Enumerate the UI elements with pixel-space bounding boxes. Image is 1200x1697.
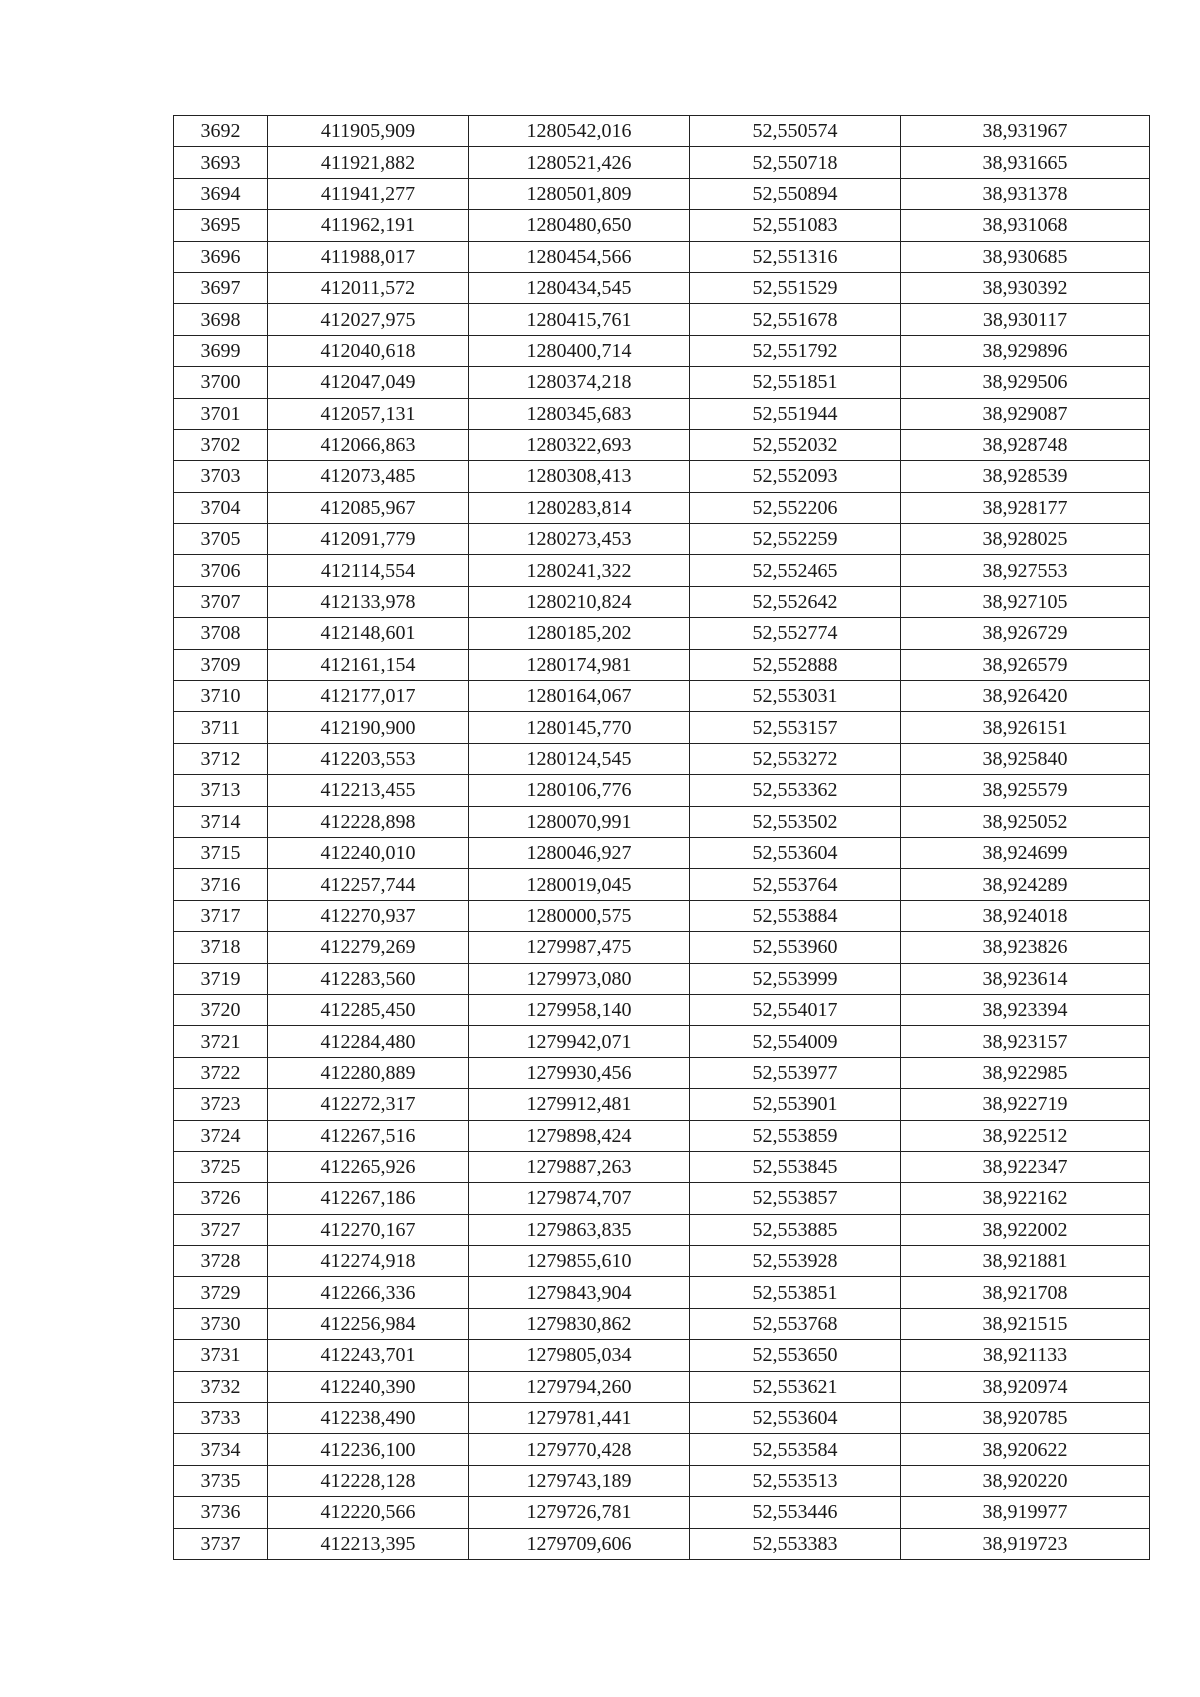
point-number-cell: 3698 [174, 304, 268, 335]
latitude-cell: 52,551316 [690, 241, 901, 272]
table-row [174, 1246, 1150, 1277]
table-row [174, 1528, 1150, 1559]
latitude-cell: 52,550894 [690, 178, 901, 209]
x-coordinate-cell: 412272,317 [268, 1089, 469, 1120]
latitude-cell: 52,551851 [690, 367, 901, 398]
table-row [174, 1151, 1150, 1182]
y-coordinate-cell: 1279973,080 [469, 963, 690, 994]
x-coordinate-cell: 411921,882 [268, 147, 469, 178]
latitude-cell: 52,553272 [690, 743, 901, 774]
y-coordinate-cell: 1280174,981 [469, 649, 690, 680]
x-coordinate-cell: 412161,154 [268, 649, 469, 680]
x-coordinate-cell: 411941,277 [268, 178, 469, 209]
point-number-cell: 3732 [174, 1371, 268, 1402]
longitude-cell: 38,928539 [901, 461, 1150, 492]
x-coordinate-cell: 412274,918 [268, 1246, 469, 1277]
y-coordinate-cell: 1279874,707 [469, 1183, 690, 1214]
x-coordinate-cell: 412091,779 [268, 524, 469, 555]
longitude-cell: 38,924289 [901, 869, 1150, 900]
latitude-cell: 52,553768 [690, 1308, 901, 1339]
point-number-cell: 3694 [174, 178, 268, 209]
longitude-cell: 38,929896 [901, 335, 1150, 366]
latitude-cell: 52,552642 [690, 586, 901, 617]
table-row [174, 1026, 1150, 1057]
latitude-cell: 52,552465 [690, 555, 901, 586]
x-coordinate-cell: 412279,269 [268, 932, 469, 963]
longitude-cell: 38,928177 [901, 492, 1150, 523]
y-coordinate-cell: 1279930,456 [469, 1057, 690, 1088]
y-coordinate-cell: 1279843,904 [469, 1277, 690, 1308]
y-coordinate-cell: 1280210,824 [469, 586, 690, 617]
y-coordinate-cell: 1279855,610 [469, 1246, 690, 1277]
x-coordinate-cell: 412285,450 [268, 994, 469, 1025]
longitude-cell: 38,922512 [901, 1120, 1150, 1151]
point-number-cell: 3716 [174, 869, 268, 900]
longitude-cell: 38,921133 [901, 1340, 1150, 1371]
point-number-cell: 3706 [174, 555, 268, 586]
point-number-cell: 3704 [174, 492, 268, 523]
table-row [174, 555, 1150, 586]
y-coordinate-cell: 1280501,809 [469, 178, 690, 209]
latitude-cell: 52,551944 [690, 398, 901, 429]
longitude-cell: 38,920622 [901, 1434, 1150, 1465]
longitude-cell: 38,926729 [901, 618, 1150, 649]
table-row [174, 1089, 1150, 1120]
y-coordinate-cell: 1280345,683 [469, 398, 690, 429]
x-coordinate-cell: 412011,572 [268, 272, 469, 303]
latitude-cell: 52,553960 [690, 932, 901, 963]
point-number-cell: 3700 [174, 367, 268, 398]
table-row [174, 116, 1150, 147]
x-coordinate-cell: 411905,909 [268, 116, 469, 147]
latitude-cell: 52,553845 [690, 1151, 901, 1182]
x-coordinate-cell: 412177,017 [268, 681, 469, 712]
latitude-cell: 52,553764 [690, 869, 901, 900]
table-row [174, 1120, 1150, 1151]
point-number-cell: 3715 [174, 837, 268, 868]
y-coordinate-cell: 1280308,413 [469, 461, 690, 492]
longitude-cell: 38,920974 [901, 1371, 1150, 1402]
longitude-cell: 38,930392 [901, 272, 1150, 303]
table-row [174, 900, 1150, 931]
x-coordinate-cell: 412228,898 [268, 806, 469, 837]
coordinates-table [173, 115, 1150, 1560]
point-number-cell: 3735 [174, 1465, 268, 1496]
point-number-cell: 3736 [174, 1497, 268, 1528]
point-number-cell: 3737 [174, 1528, 268, 1559]
table-row [174, 429, 1150, 460]
y-coordinate-cell: 1280273,453 [469, 524, 690, 555]
table-row [174, 1308, 1150, 1339]
latitude-cell: 52,553502 [690, 806, 901, 837]
longitude-cell: 38,927105 [901, 586, 1150, 617]
longitude-cell: 38,929506 [901, 367, 1150, 398]
y-coordinate-cell: 1280185,202 [469, 618, 690, 649]
x-coordinate-cell: 412270,167 [268, 1214, 469, 1245]
x-coordinate-cell: 412148,601 [268, 618, 469, 649]
longitude-cell: 38,922719 [901, 1089, 1150, 1120]
point-number-cell: 3702 [174, 429, 268, 460]
y-coordinate-cell: 1280480,650 [469, 210, 690, 241]
y-coordinate-cell: 1280521,426 [469, 147, 690, 178]
point-number-cell: 3727 [174, 1214, 268, 1245]
point-number-cell: 3724 [174, 1120, 268, 1151]
latitude-cell: 52,553513 [690, 1465, 901, 1496]
y-coordinate-cell: 1279781,441 [469, 1403, 690, 1434]
point-number-cell: 3693 [174, 147, 268, 178]
table-row [174, 335, 1150, 366]
table-row [174, 1340, 1150, 1371]
point-number-cell: 3695 [174, 210, 268, 241]
point-number-cell: 3719 [174, 963, 268, 994]
y-coordinate-cell: 1280454,566 [469, 241, 690, 272]
latitude-cell: 52,553157 [690, 712, 901, 743]
table-row [174, 492, 1150, 523]
x-coordinate-cell: 412073,485 [268, 461, 469, 492]
table-row [174, 461, 1150, 492]
point-number-cell: 3723 [174, 1089, 268, 1120]
latitude-cell: 52,552093 [690, 461, 901, 492]
table-row [174, 775, 1150, 806]
x-coordinate-cell: 412267,516 [268, 1120, 469, 1151]
latitude-cell: 52,551083 [690, 210, 901, 241]
point-number-cell: 3697 [174, 272, 268, 303]
x-coordinate-cell: 412066,863 [268, 429, 469, 460]
x-coordinate-cell: 412190,900 [268, 712, 469, 743]
y-coordinate-cell: 1279743,189 [469, 1465, 690, 1496]
x-coordinate-cell: 412265,926 [268, 1151, 469, 1182]
y-coordinate-cell: 1279987,475 [469, 932, 690, 963]
table-row [174, 367, 1150, 398]
x-coordinate-cell: 412240,010 [268, 837, 469, 868]
table-row [174, 743, 1150, 774]
longitude-cell: 38,926420 [901, 681, 1150, 712]
latitude-cell: 52,550574 [690, 116, 901, 147]
latitude-cell: 52,553031 [690, 681, 901, 712]
y-coordinate-cell: 1280046,927 [469, 837, 690, 868]
longitude-cell: 38,923394 [901, 994, 1150, 1025]
point-number-cell: 3712 [174, 743, 268, 774]
longitude-cell: 38,923614 [901, 963, 1150, 994]
y-coordinate-cell: 1279726,781 [469, 1497, 690, 1528]
latitude-cell: 52,553584 [690, 1434, 901, 1465]
longitude-cell: 38,921708 [901, 1277, 1150, 1308]
longitude-cell: 38,929087 [901, 398, 1150, 429]
y-coordinate-cell: 1279863,835 [469, 1214, 690, 1245]
x-coordinate-cell: 412270,937 [268, 900, 469, 931]
point-number-cell: 3708 [174, 618, 268, 649]
latitude-cell: 52,551529 [690, 272, 901, 303]
latitude-cell: 52,553446 [690, 1497, 901, 1528]
latitude-cell: 52,553859 [690, 1120, 901, 1151]
longitude-cell: 38,930685 [901, 241, 1150, 272]
longitude-cell: 38,922347 [901, 1151, 1150, 1182]
latitude-cell: 52,552259 [690, 524, 901, 555]
x-coordinate-cell: 412114,554 [268, 555, 469, 586]
y-coordinate-cell: 1280106,776 [469, 775, 690, 806]
y-coordinate-cell: 1280283,814 [469, 492, 690, 523]
latitude-cell: 52,552032 [690, 429, 901, 460]
y-coordinate-cell: 1280000,575 [469, 900, 690, 931]
latitude-cell: 52,553650 [690, 1340, 901, 1371]
latitude-cell: 52,554009 [690, 1026, 901, 1057]
table-row [174, 1371, 1150, 1402]
point-number-cell: 3728 [174, 1246, 268, 1277]
table-row [174, 994, 1150, 1025]
table-row [174, 1465, 1150, 1496]
y-coordinate-cell: 1280434,545 [469, 272, 690, 303]
latitude-cell: 52,553884 [690, 900, 901, 931]
point-number-cell: 3699 [174, 335, 268, 366]
longitude-cell: 38,928025 [901, 524, 1150, 555]
y-coordinate-cell: 1279958,140 [469, 994, 690, 1025]
table-row [174, 524, 1150, 555]
longitude-cell: 38,931665 [901, 147, 1150, 178]
latitude-cell: 52,551792 [690, 335, 901, 366]
y-coordinate-cell: 1279942,071 [469, 1026, 690, 1057]
latitude-cell: 52,553901 [690, 1089, 901, 1120]
table-row [174, 932, 1150, 963]
latitude-cell: 52,554017 [690, 994, 901, 1025]
table-row [174, 1403, 1150, 1434]
x-coordinate-cell: 412243,701 [268, 1340, 469, 1371]
table-row [174, 712, 1150, 743]
x-coordinate-cell: 412267,186 [268, 1183, 469, 1214]
x-coordinate-cell: 412228,128 [268, 1465, 469, 1496]
point-number-cell: 3711 [174, 712, 268, 743]
longitude-cell: 38,928748 [901, 429, 1150, 460]
y-coordinate-cell: 1280322,693 [469, 429, 690, 460]
table-row [174, 210, 1150, 241]
x-coordinate-cell: 412027,975 [268, 304, 469, 335]
longitude-cell: 38,926579 [901, 649, 1150, 680]
x-coordinate-cell: 412220,566 [268, 1497, 469, 1528]
table-row [174, 272, 1150, 303]
longitude-cell: 38,919977 [901, 1497, 1150, 1528]
point-number-cell: 3720 [174, 994, 268, 1025]
y-coordinate-cell: 1280019,045 [469, 869, 690, 900]
table-row [174, 837, 1150, 868]
point-number-cell: 3703 [174, 461, 268, 492]
longitude-cell: 38,924018 [901, 900, 1150, 931]
x-coordinate-cell: 412284,480 [268, 1026, 469, 1057]
point-number-cell: 3701 [174, 398, 268, 429]
longitude-cell: 38,931068 [901, 210, 1150, 241]
point-number-cell: 3721 [174, 1026, 268, 1057]
x-coordinate-cell: 412085,967 [268, 492, 469, 523]
x-coordinate-cell: 412257,744 [268, 869, 469, 900]
latitude-cell: 52,553928 [690, 1246, 901, 1277]
x-coordinate-cell: 412280,889 [268, 1057, 469, 1088]
point-number-cell: 3734 [174, 1434, 268, 1465]
x-coordinate-cell: 412266,336 [268, 1277, 469, 1308]
y-coordinate-cell: 1279770,428 [469, 1434, 690, 1465]
latitude-cell: 52,550718 [690, 147, 901, 178]
x-coordinate-cell: 412236,100 [268, 1434, 469, 1465]
table-row [174, 1183, 1150, 1214]
point-number-cell: 3730 [174, 1308, 268, 1339]
y-coordinate-cell: 1279912,481 [469, 1089, 690, 1120]
x-coordinate-cell: 412256,984 [268, 1308, 469, 1339]
table-row [174, 398, 1150, 429]
longitude-cell: 38,930117 [901, 304, 1150, 335]
point-number-cell: 3717 [174, 900, 268, 931]
table-row [174, 178, 1150, 209]
x-coordinate-cell: 412283,560 [268, 963, 469, 994]
x-coordinate-cell: 412240,390 [268, 1371, 469, 1402]
x-coordinate-cell: 411988,017 [268, 241, 469, 272]
table-row [174, 649, 1150, 680]
y-coordinate-cell: 1279794,260 [469, 1371, 690, 1402]
longitude-cell: 38,922985 [901, 1057, 1150, 1088]
longitude-cell: 38,919723 [901, 1528, 1150, 1559]
latitude-cell: 52,553604 [690, 837, 901, 868]
table-body [174, 116, 1150, 1560]
latitude-cell: 52,553999 [690, 963, 901, 994]
longitude-cell: 38,921881 [901, 1246, 1150, 1277]
table-row [174, 147, 1150, 178]
longitude-cell: 38,922002 [901, 1214, 1150, 1245]
y-coordinate-cell: 1279898,424 [469, 1120, 690, 1151]
longitude-cell: 38,922162 [901, 1183, 1150, 1214]
x-coordinate-cell: 412057,131 [268, 398, 469, 429]
table-row [174, 963, 1150, 994]
longitude-cell: 38,920220 [901, 1465, 1150, 1496]
y-coordinate-cell: 1280070,991 [469, 806, 690, 837]
x-coordinate-cell: 412203,553 [268, 743, 469, 774]
table-row [174, 304, 1150, 335]
longitude-cell: 38,926151 [901, 712, 1150, 743]
point-number-cell: 3707 [174, 586, 268, 617]
point-number-cell: 3733 [174, 1403, 268, 1434]
latitude-cell: 52,553621 [690, 1371, 901, 1402]
point-number-cell: 3729 [174, 1277, 268, 1308]
longitude-cell: 38,931378 [901, 178, 1150, 209]
latitude-cell: 52,553885 [690, 1214, 901, 1245]
point-number-cell: 3696 [174, 241, 268, 272]
table-row [174, 1057, 1150, 1088]
table-row [174, 1214, 1150, 1245]
x-coordinate-cell: 412047,049 [268, 367, 469, 398]
point-number-cell: 3713 [174, 775, 268, 806]
y-coordinate-cell: 1279887,263 [469, 1151, 690, 1182]
table-row [174, 1497, 1150, 1528]
longitude-cell: 38,925840 [901, 743, 1150, 774]
table-row [174, 618, 1150, 649]
y-coordinate-cell: 1279830,862 [469, 1308, 690, 1339]
longitude-cell: 38,931967 [901, 116, 1150, 147]
longitude-cell: 38,924699 [901, 837, 1150, 868]
point-number-cell: 3710 [174, 681, 268, 712]
longitude-cell: 38,925052 [901, 806, 1150, 837]
y-coordinate-cell: 1280415,761 [469, 304, 690, 335]
x-coordinate-cell: 412133,978 [268, 586, 469, 617]
x-coordinate-cell: 412040,618 [268, 335, 469, 366]
table-row [174, 681, 1150, 712]
point-number-cell: 3731 [174, 1340, 268, 1371]
y-coordinate-cell: 1280124,545 [469, 743, 690, 774]
table-row [174, 586, 1150, 617]
latitude-cell: 52,552206 [690, 492, 901, 523]
longitude-cell: 38,923157 [901, 1026, 1150, 1057]
latitude-cell: 52,553857 [690, 1183, 901, 1214]
y-coordinate-cell: 1280145,770 [469, 712, 690, 743]
table-row [174, 869, 1150, 900]
x-coordinate-cell: 412238,490 [268, 1403, 469, 1434]
latitude-cell: 52,552774 [690, 618, 901, 649]
latitude-cell: 52,553362 [690, 775, 901, 806]
x-coordinate-cell: 411962,191 [268, 210, 469, 241]
longitude-cell: 38,921515 [901, 1308, 1150, 1339]
y-coordinate-cell: 1279709,606 [469, 1528, 690, 1559]
latitude-cell: 52,552888 [690, 649, 901, 680]
point-number-cell: 3718 [174, 932, 268, 963]
point-number-cell: 3722 [174, 1057, 268, 1088]
y-coordinate-cell: 1279805,034 [469, 1340, 690, 1371]
x-coordinate-cell: 412213,395 [268, 1528, 469, 1559]
x-coordinate-cell: 412213,455 [268, 775, 469, 806]
longitude-cell: 38,923826 [901, 932, 1150, 963]
y-coordinate-cell: 1280374,218 [469, 367, 690, 398]
table-row [174, 806, 1150, 837]
longitude-cell: 38,927553 [901, 555, 1150, 586]
table-row [174, 1434, 1150, 1465]
latitude-cell: 52,553383 [690, 1528, 901, 1559]
latitude-cell: 52,551678 [690, 304, 901, 335]
longitude-cell: 38,925579 [901, 775, 1150, 806]
y-coordinate-cell: 1280400,714 [469, 335, 690, 366]
point-number-cell: 3714 [174, 806, 268, 837]
point-number-cell: 3726 [174, 1183, 268, 1214]
point-number-cell: 3709 [174, 649, 268, 680]
y-coordinate-cell: 1280542,016 [469, 116, 690, 147]
point-number-cell: 3705 [174, 524, 268, 555]
latitude-cell: 52,553977 [690, 1057, 901, 1088]
table-row [174, 1277, 1150, 1308]
latitude-cell: 52,553604 [690, 1403, 901, 1434]
longitude-cell: 38,920785 [901, 1403, 1150, 1434]
y-coordinate-cell: 1280241,322 [469, 555, 690, 586]
point-number-cell: 3725 [174, 1151, 268, 1182]
y-coordinate-cell: 1280164,067 [469, 681, 690, 712]
latitude-cell: 52,553851 [690, 1277, 901, 1308]
point-number-cell: 3692 [174, 116, 268, 147]
table-row [174, 241, 1150, 272]
